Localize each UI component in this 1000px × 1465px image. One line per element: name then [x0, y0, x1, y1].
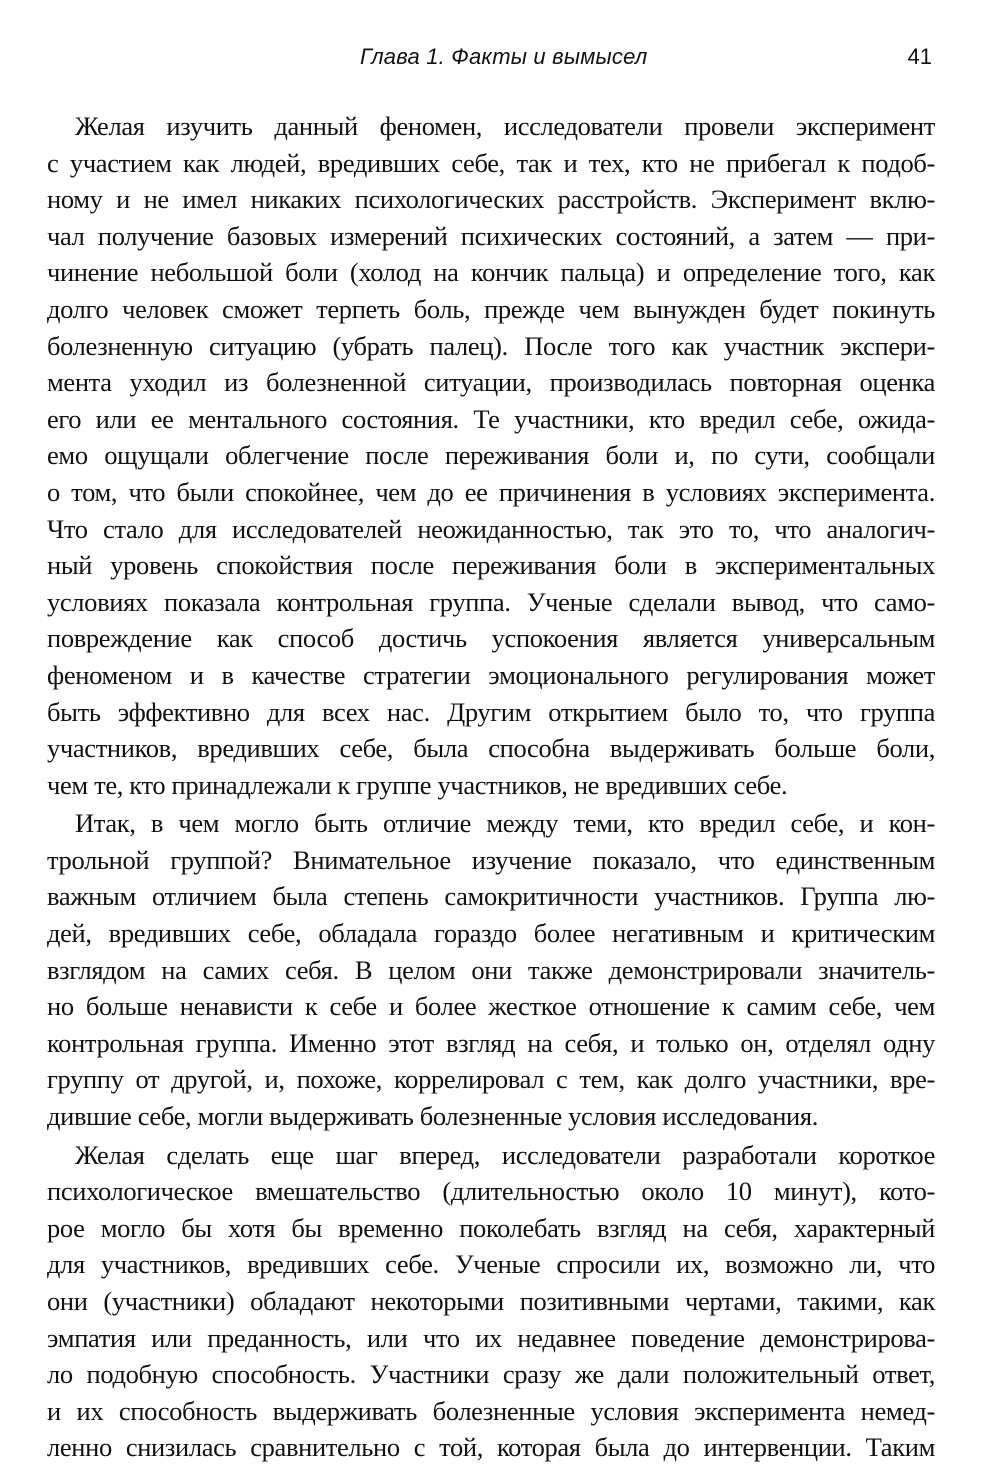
- text-line: быть эффективно для всех нас. Другим открытием было то, что группа: [47, 696, 935, 727]
- paragraph-3: [47, 1137, 935, 1465]
- text-line: для участников, вредивших себе. Ученые спросили их, возможно ли, что: [47, 1249, 935, 1280]
- text-line: чинение небольшой боли (холод на кончик пальца) и определение того, как: [47, 257, 935, 288]
- text-line: болезненную ситуацию (убрать палец). После того как участник экспери-: [47, 330, 935, 361]
- text-line: эмпатия или преданность, или что их недавнее поведение демонстрирова-: [47, 1322, 935, 1353]
- body-text: [47, 108, 935, 1465]
- text-line: условиях показала контрольная группа. Ученые сделали вывод, что само-: [47, 586, 935, 617]
- text-line: Желая изучить данный феномен, исследователи провели эксперимент: [75, 111, 935, 141]
- text-line: рое могло бы хотя бы временно поколебать взгляд на себя, характерный: [47, 1212, 935, 1243]
- page-number: 41: [907, 44, 932, 69]
- text-line: контрольная группа. Именно этот взгляд на себя, и только он, отделял одну: [47, 1027, 935, 1058]
- text-line: они (участники) обладают некоторыми позитивными чертами, такими, как: [47, 1286, 935, 1316]
- text-line: емо ощущали облегчение после переживания боли и, по сути, сообщали: [47, 440, 935, 471]
- text-line: чем те, кто принадлежали к группе участников, не вредивших себе.: [47, 769, 788, 800]
- paragraph-2: [47, 805, 935, 1134]
- text-line: важным отличием была степень самокритичности участников. Группа лю-: [47, 881, 935, 912]
- text-line: его или ее ментального состояния. Те участники, кто вредил себе, ожида-: [47, 403, 935, 434]
- text-line: трольной группой? Внимательное изучение показало, что единственным: [47, 844, 935, 875]
- text-line: долго человек сможет терпеть боль, прежде чем вынужден будет покинуть: [47, 293, 935, 324]
- text-line: дей, вредивших себе, обладала гораздо более негативным и критическим: [47, 918, 935, 949]
- text-line: с участием как людей, вредивших себе, так и тех, кто не прибегал к подоб-: [47, 147, 935, 178]
- text-line: мента уходил из болезненной ситуации, производилась повторная оценка: [47, 367, 935, 398]
- text-line: ному и не имел никаких психологических расстройств. Эксперимент вклю-: [47, 184, 935, 215]
- paragraph-1: [47, 108, 935, 803]
- text-line: участников, вредивших себе, была способна выдерживать больше боли,: [47, 733, 935, 764]
- running-header: [0, 44, 1000, 76]
- text-line: ный уровень спокойствия после переживания боли в экспериментальных: [47, 550, 935, 581]
- text-line: Что стало для исследователей неожиданностью, так это то, что аналогич-: [47, 513, 935, 544]
- text-line: группу от другой, и, похоже, коррелировал с тем, как долго участники, вре-: [47, 1064, 935, 1095]
- text-line: взглядом на самих себя. В целом они также демонстрировали значитель-: [47, 954, 935, 985]
- chapter-title: Глава 1. Факты и вымысел: [360, 44, 648, 69]
- text-line: психологическое вмешательство (длительностью около 10 минут), кото-: [47, 1176, 935, 1207]
- text-line: но больше ненависти к себе и более жесткое отношение к самим себе, чем: [47, 991, 935, 1022]
- text-line: Итак, в чем могло быть отличие между теми, кто вредил себе, и кон-: [75, 808, 935, 839]
- text-line: дившие себе, могли выдерживать болезненные условия исследования.: [47, 1101, 818, 1132]
- text-line: чал получение базовых измерений психических состояний, а затем — при-: [47, 220, 935, 251]
- text-line: ло подобную способность. Участники сразу же дали положительный ответ,: [47, 1359, 935, 1390]
- text-line: о том, что были спокойнее, чем до ее причинения в условиях эксперимента.: [47, 476, 935, 507]
- text-line: и их способность выдерживать болезненные условия эксперимента немед-: [47, 1395, 935, 1426]
- text-line: ленно снизилась сравнительно с той, которая была до интервенции. Таким: [47, 1432, 935, 1463]
- text-line: повреждение как способ достичь успокоения является универсальным: [47, 623, 935, 654]
- text-line: феноменом и в качестве стратегии эмоционального регулирования может: [47, 659, 935, 690]
- text-line: Желая сделать еще шаг вперед, исследователи разработали короткое: [75, 1139, 935, 1170]
